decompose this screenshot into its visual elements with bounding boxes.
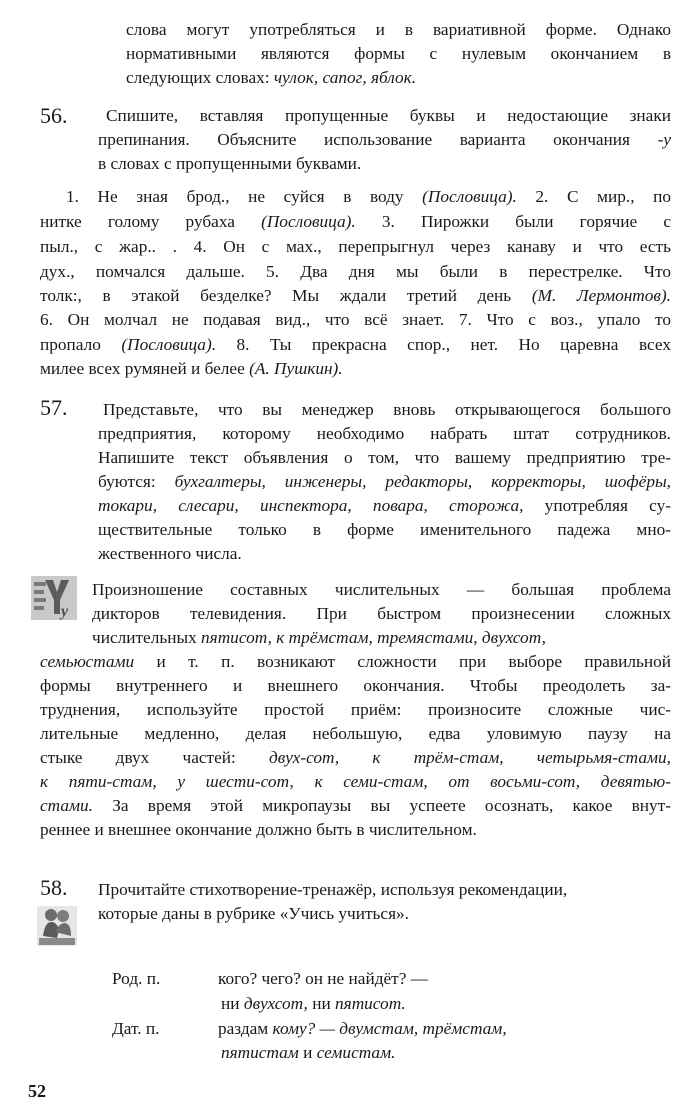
ex56-text-line-8: милее всех румяней и белее (А. Пушкин).	[40, 359, 343, 378]
ex57-line-5: токари, слесари, инспектора, повара, сторожа, употребляя су-	[98, 496, 671, 515]
poem-dat-label: Дат. п.	[112, 1019, 160, 1038]
ex57-line-6: ществительные только в форме именительного падежа мно-	[98, 520, 671, 539]
poem-rod-line-1: кого? чего? он не найдёт? —	[218, 969, 428, 988]
rubric-line-2: дикторов телевидения. При быстром произнесении сложных	[92, 604, 671, 623]
poem-rod-line-2: ни двухсот, ни пятисот.	[221, 994, 406, 1013]
exercise-57-number: 57.	[40, 395, 68, 420]
ex56-text-line-7: пропало (Пословица). 8. Ты прекрасна спор., нет. Но царевна всех	[40, 335, 671, 354]
ex56-text-line-6: 6. Он молчал не подавая вид., что всё знает. 7. Что с воз., упало то	[40, 310, 671, 329]
rubric-line-4: семьюстами и т. п. возникают сложности при выборе правильной	[40, 652, 671, 671]
rubric-line-3: числительных пятисот, к трёмстам, тремястами, двухсот,	[92, 628, 546, 647]
rubric-line-8: стыке двух частей: двух-сот, к трём-стам, четырьмя-стами,	[40, 748, 671, 767]
ex57-line-4: буются: бухгалтеры, инженеры, редакторы, корректоры, шофёры,	[98, 472, 671, 491]
ex57-line-1: Представьте, что вы менеджер вновь открывающегося большого	[103, 400, 671, 419]
ex56-text-line-4: дух., помчался дальше. 5. Два дня мы были в перестрелке. Что	[40, 262, 671, 281]
exercise-58-number: 58.	[40, 875, 68, 900]
poem-dat-line-2: пятистам и семистам.	[221, 1043, 396, 1062]
svg-text:у: у	[61, 603, 69, 620]
rubric-line-6: труднения, используйте простой приём: произносите сложные чис-	[40, 700, 671, 719]
poem-dat-line-1: раздам кому? — двумстам, трёмстам,	[218, 1019, 507, 1038]
ex57-line-7: жественного числа.	[98, 544, 242, 563]
page-number: 52	[28, 1081, 46, 1101]
ex56-text-line-5: толк:, в этакой безделке? Мы ждали третий день (М. Лермонтов).	[40, 286, 672, 305]
ex58-line-1: Прочитайте стихотворение-тренажёр, используя рекомендации,	[98, 880, 568, 899]
uchis-uchitsya-icon	[31, 576, 77, 620]
ex56-task-line-3: в словах с пропущенными буквами.	[98, 154, 362, 173]
rubric-line-7: лительные медленно, делая небольшую, едва уловимую паузу на	[40, 724, 671, 743]
exercise-56-number: 56.	[40, 103, 68, 128]
ex56-task-line-1: Спишите, вставляя пропущенные буквы и недостающие знаки	[106, 106, 671, 125]
rubric-line-11: реннее и внешнее окончание должно быть в числительном.	[40, 820, 477, 839]
ex57-line-2: предприятия, которому необходимо набрать штат сотрудников.	[98, 424, 671, 443]
rubric-line-9: к пяти-стам, у шести-сот, к семи-стам, от восьми-сот, девятью-	[40, 772, 671, 791]
rubric-line-5: формы внутреннего и внешнего окончания. Чтобы преодолеть за-	[40, 676, 671, 695]
ex56-text-line-1: 1. Не зная брод., не суйся в воду (Пословица). 2. С мир., по	[66, 187, 671, 206]
rubric-line-10: стами. За время этой микропаузы вы успеете осознать, какое внут-	[40, 796, 671, 815]
intro-line-3: следующих словах: чулок, сапог, яблок.	[126, 68, 417, 87]
ex58-line-2: которые даны в рубрике «Учись учиться».	[98, 904, 410, 923]
ex56-task-line-2: препинания. Объясните использование варианта окончания -у	[98, 130, 671, 149]
ex56-text-line-2: нитке голому рубаха (Пословица). 3. Пирожки были горячие с	[40, 212, 671, 231]
reading-figure-icon	[37, 906, 77, 946]
intro-line-1: слова могут употребляться и в вариативной форме. Однако	[126, 20, 671, 39]
ex57-line-3: Напишите текст объявления о том, что вашему предприятию тре-	[98, 448, 671, 467]
poem-rod-label: Род. п.	[112, 969, 161, 988]
ex56-text-line-3: пыл., с жар.. . 4. Он с мах., перепрыгнул через канаву и что есть	[40, 237, 671, 256]
intro-line-2: нормативными являются формы с нулевым окончанием в	[126, 44, 671, 63]
rubric-line-1: Произношение составных числительных — большая проблема	[92, 580, 671, 599]
